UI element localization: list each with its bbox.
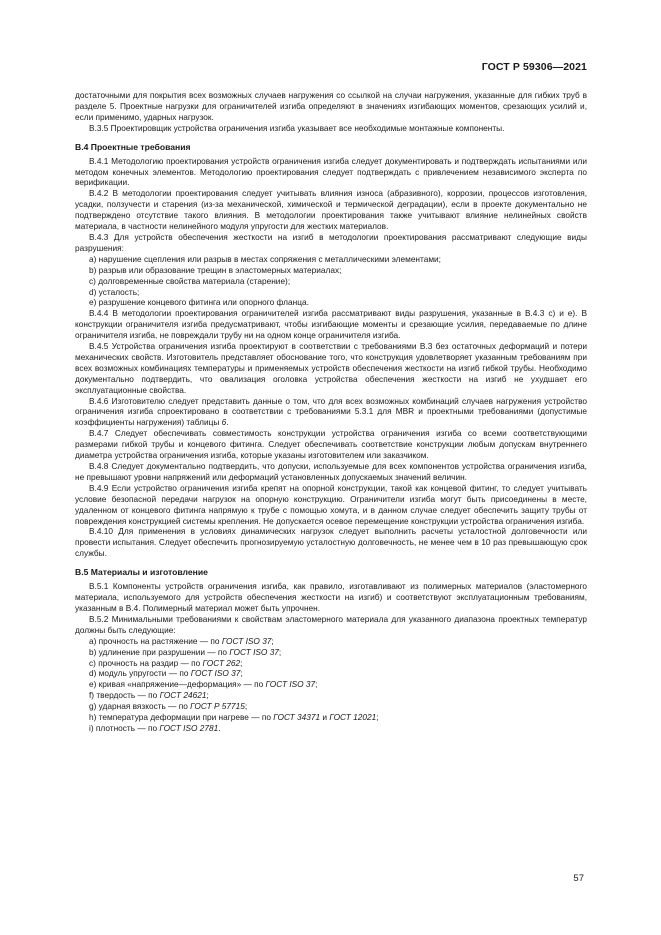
list-item <box>75 679 587 690</box>
standard-reference: ГОСТ 12021 <box>329 712 377 723</box>
text: ; <box>244 701 248 712</box>
section-heading: В.4 Проектные требования <box>75 141 191 152</box>
standard-reference: ГОСТ ISO 37 <box>190 668 241 679</box>
text: i) плотность — по <box>89 722 160 733</box>
standard-reference: ГОСТ ISO 37 <box>221 635 272 646</box>
text: c) прочность на раздир — по <box>89 657 203 668</box>
text: e) кривая «напряжение—деформация» — по <box>89 679 266 690</box>
text: ; <box>271 635 274 646</box>
paragraph: В.4.3 Для устройств обеспечения жесткости на изгиб в методологии проектирования рассматривают следующие виды разрушения: <box>75 231 587 253</box>
paragraph: В.4.8 Следует документально подтвердить, что допуски, используемые для всех компонентов устройства ограничения изгиба, не превышают уровни напряжений или деформаций установленных допускаемых значений величин. <box>75 461 587 482</box>
list-item <box>75 712 587 723</box>
list-item: e) разрушение концевого фитинга или опорного фланца. <box>89 297 309 308</box>
section-heading: В.5 Материалы и изготовление <box>75 567 208 578</box>
list-item <box>75 701 587 712</box>
page-number: 57 <box>573 873 584 884</box>
text: . <box>218 722 221 733</box>
document-body <box>75 90 587 734</box>
list-item <box>75 668 587 679</box>
text: h) температура деформации при нагреве — по <box>89 712 274 723</box>
list-item: b) разрыв или образование трещин в эластомерных материалах; <box>89 264 342 275</box>
text: f) твердость — по <box>89 690 160 701</box>
standard-reference: ГОСТ ISO 37 <box>229 646 279 657</box>
text: d) модуль упругости — по <box>89 668 191 679</box>
list-item: c) долговременные свойства материала (старение); <box>89 275 291 286</box>
paragraph: В.4.2 В методологии проектирования следует учитывать влияния износа (абразивного), коррозии, процессов изготовления, усадки, ползучести и старения (из-за механической, химической и термической деградации), если в проекте документально не подтверждено отсутствие такого влияния. В методологии проектирования также учитывают влияние нелинейных свойств материала, в частности нелинейного модуля упругости для жестких материалов. <box>75 188 587 232</box>
list-item: d) усталость; <box>89 286 140 297</box>
paragraph: В.4.1 Методологию проектирования устройств ограничения изгиба следует документировать и подтверждать испытаниями или методом конечных элементов. Методологию проектирования следует подтверждать с привлечением независимого эксперта по верификации. <box>75 155 587 188</box>
text: ; <box>376 712 379 723</box>
text: a) прочность на растяжение — по <box>89 635 222 646</box>
document-code: ГОСТ Р 59306—2021 <box>481 61 587 73</box>
standard-reference: ГОСТ 262 <box>202 657 241 668</box>
text: ; <box>240 668 243 679</box>
text: b) удлинение при разрушении — по <box>89 646 230 657</box>
standard-reference: ГОСТ ISO 37 <box>265 679 316 690</box>
paragraph: достаточными для покрытия всех возможных случаев нагружения со ссылкой на случаи нагружения, указанные для гибких труб в разделе 5. Проектные нагрузки для ограничителей изгиба определяют в значениях изгибающих моментов, срезающих усилий и, если применимо, ударных нагрузок. <box>75 90 587 122</box>
text: ; <box>240 657 243 668</box>
list-item <box>75 647 587 658</box>
list-item <box>75 658 587 669</box>
list-item <box>75 690 587 701</box>
paragraph: В.4.9 Если устройство ограничения изгиба крепят на опорной конструкции, такой как концевой фитинг, то следует учитывать условие безопасной передачи нагрузок на опорную конструкцию. Ограничители изгиба могут быть присоединены в месте, удаленном от концевого фитинга напрямую к трубе с помощью хомута, и в данном случае следует обеспечить защиту трубы от повреждения конструкцией системы крепления. Не допускается осевое перемещение конструкции устройства ограничения изгиба. <box>75 482 587 526</box>
text: ; <box>206 690 209 701</box>
paragraph: В.4.5 Устройства ограничения изгиба проектируют в соответствии с требованиями В.3 без остаточных деформаций и потери механических свойств. Изготовитель представляет обоснование того, что конструкция удовлетворяет указанным требованиям при всех возможных комбинациях температуры и применяемых устройств обеспечения жесткости на изгиб гибкой трубы. Необходимо документально подтвердить, что овализация оголовка устройства обеспечения жесткости на изгиб не ухудшает его эксплуатационные свойства. <box>75 341 587 395</box>
paragraph: В.5.1 Компоненты устройств ограничения изгиба, как правило, изготавливают из полимерных материалов (эластомерного материала, используемого для устройств обеспечения жесткости на изгиб) и соответствуют эксплуатационным требованиям, указанным в В.4. Полимерный материал может быть упрочнен. <box>75 581 587 613</box>
paragraph: В.4.4 В методологии проектирования ограничителей изгиба рассматривают виды разрушения, указанные в В.4.3 c) и e). В конструкции ограничителя изгиба предусматривают, чтобы изгибающие моменты и срезающие усилия, передаваемые по длине ограничителя изгиба, не повреждали трубу ни на одном конце ограничителя изгиба. <box>75 308 587 341</box>
paragraph <box>75 396 587 429</box>
text: ; <box>315 679 318 690</box>
standard-reference: ГОСТ 24621 <box>159 690 207 701</box>
list-item <box>75 636 587 647</box>
paragraph: В.4.7 Следует обеспечивать совместимость конструкции устройства ограничения изгиба со всеми соответствующими размерами гибкой трубы и концевого фитинга. Следует обеспечивать соответствие конструкции любым допускам внутреннего диаметра устройства ограничения изгиба, которые указаны изготовителем или заказчиком. <box>75 428 587 461</box>
paragraph: В.4.10 Для применения в условиях динамических нагрузок следует выполнить расчеты усталостной долговечности или провести испытания. Следует обеспечить прогнозируемую усталостную долговечность, не менее чем в 10 раз превышающую срок службы. <box>75 526 587 559</box>
text: и <box>320 712 330 723</box>
standard-reference: ГОСТ 34371 <box>273 712 321 723</box>
paragraph: В.3.5 Проектировщик устройства ограничения изгиба указывает все необходимые монтажные компоненты. <box>89 122 505 133</box>
paragraph: В.5.2 Минимальными требованиями к свойствам эластомерного материала для указанного диапазона проектных температур должны быть следующие: <box>75 613 587 635</box>
text: g) ударная вязкость — по <box>89 701 191 712</box>
list-item: a) нарушение сцепления или разрыв в местах сопряжения с металлическими элементами; <box>89 253 441 264</box>
text: ; <box>278 646 282 657</box>
text: В.4.6 Изготовителю следует представить данные о том, что для всех возможных комбинаций случаев нагружения устройство ограничения изгиба спроектировано в соответствии с требованиями 5.3.1 для MBR и проектными требованиями (допустимые коэффициенты нагружения) таблицы <box>75 395 587 428</box>
list-item <box>75 723 587 734</box>
standard-reference: ГОСТ ISO 2781 <box>159 722 219 733</box>
text: . <box>226 417 229 428</box>
table-reference: 6 <box>221 417 227 428</box>
standard-reference: ГОСТ Р 57715 <box>190 701 245 712</box>
